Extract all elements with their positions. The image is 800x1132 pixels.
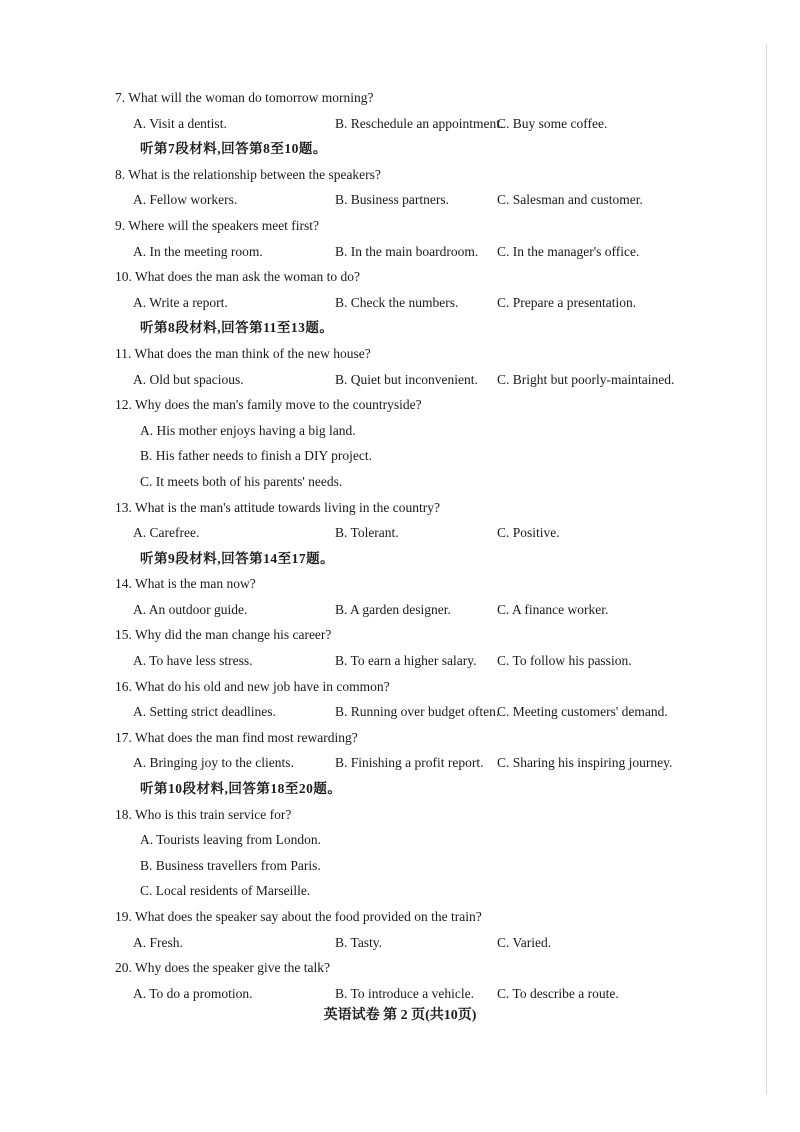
options-row — [0, 648, 800, 674]
option-b: B. Tasty. — [335, 934, 383, 950]
option-text: B. Business travellers from Paris. — [140, 857, 321, 873]
section-instruction — [0, 776, 800, 802]
question-stem — [0, 955, 800, 981]
option-text: C. It meets both of his parents' needs. — [140, 473, 343, 489]
question-list — [0, 85, 800, 1006]
option-b: B. Business partners. — [335, 192, 449, 208]
option-c: C. Sharing his inspiring journey. — [497, 755, 673, 771]
option-a: A. To have less stress. — [133, 653, 253, 669]
option-line — [0, 443, 800, 469]
question-text: 14. What is the man now? — [115, 576, 256, 592]
question-text: 20. Why does the speaker give the talk? — [115, 960, 330, 976]
option-c: C. Salesman and customer. — [497, 192, 643, 208]
question-stem — [0, 571, 800, 597]
option-line — [0, 827, 800, 853]
section-text: 听第10段材料,回答第18至20题。 — [140, 781, 342, 797]
option-c: C. In the manager's office. — [497, 243, 640, 259]
option-c: C. Prepare a presentation. — [497, 294, 637, 310]
question-text: 13. What is the man's attitude towards living in the country? — [115, 499, 440, 515]
question-stem — [0, 341, 800, 367]
option-a: A. Fresh. — [133, 934, 183, 950]
option-line — [0, 418, 800, 444]
question-stem — [0, 725, 800, 751]
option-b: B. To earn a higher salary. — [335, 653, 477, 669]
option-c: C. A finance worker. — [497, 601, 609, 617]
options-row — [0, 699, 800, 725]
question-stem — [0, 904, 800, 930]
page-footer: 英语试卷 第 2 页(共10页) — [323, 1008, 477, 1023]
option-a: A. Write a report. — [133, 294, 228, 310]
options-row — [0, 290, 800, 316]
options-row — [0, 930, 800, 956]
options-row — [0, 597, 800, 623]
question-text: 18. Who is this train service for? — [115, 806, 292, 822]
question-stem — [0, 162, 800, 188]
option-c: C. Varied. — [497, 934, 552, 950]
option-a: A. Carefree. — [133, 525, 200, 541]
question-text: 15. Why did the man change his career? — [115, 627, 332, 643]
option-text: A. His mother enjoys having a big land. — [140, 422, 356, 438]
section-instruction — [0, 315, 800, 341]
question-stem — [0, 213, 800, 239]
option-a: A. Bringing joy to the clients. — [133, 755, 294, 771]
option-b: B. A garden designer. — [335, 601, 451, 617]
question-text: 19. What does the speaker say about the food provided on the train? — [115, 909, 482, 924]
section-instruction — [0, 546, 800, 572]
question-text: 10. What does the man ask the woman to do? — [115, 269, 360, 285]
option-line — [0, 469, 800, 495]
options-row — [0, 111, 800, 137]
question-text: 9. Where will the speakers meet first? — [115, 217, 320, 233]
option-b: B. Check the numbers. — [335, 294, 459, 310]
option-b: B. Finishing a profit report. — [335, 755, 484, 771]
option-b: B. Quiet but inconvenient. — [335, 371, 478, 387]
options-row — [0, 187, 800, 213]
question-text: 8. What is the relationship between the speakers? — [115, 166, 381, 182]
option-c: C. Buy some coffee. — [497, 115, 608, 131]
options-row — [0, 750, 800, 776]
section-text: 听第8段材料,回答第11至13题。 — [140, 320, 334, 336]
option-line — [0, 878, 800, 904]
options-row — [0, 367, 800, 393]
option-a: A. An outdoor guide. — [133, 601, 248, 617]
option-c: C. Bright but poorly-maintained. — [497, 371, 675, 387]
option-a: A. Visit a dentist. — [133, 115, 227, 131]
option-c: C. Meeting customers' demand. — [497, 704, 668, 720]
option-b: B. Reschedule an appointment. — [335, 115, 504, 131]
question-text: 16. What do his old and new job have in common? — [115, 678, 390, 694]
section-instruction — [0, 136, 800, 162]
option-b: B. Tolerant. — [335, 525, 399, 541]
section-text: 听第7段材料,回答第8至10题。 — [140, 141, 327, 157]
options-row — [0, 981, 800, 1007]
option-c: C. To follow his passion. — [497, 653, 632, 669]
option-b: B. In the main boardroom. — [335, 243, 479, 259]
question-stem — [0, 674, 800, 700]
question-stem — [0, 392, 800, 418]
option-a: A. To do a promotion. — [133, 985, 253, 1001]
option-line — [0, 853, 800, 879]
question-text: 17. What does the man find most rewarding? — [115, 729, 358, 745]
question-stem — [0, 622, 800, 648]
option-a: A. Fellow workers. — [133, 192, 238, 208]
question-text: 12. Why does the man's family move to the countryside? — [115, 397, 422, 413]
question-text: 7. What will the woman do tomorrow morning? — [115, 90, 374, 105]
question-stem — [0, 495, 800, 521]
question-stem — [0, 264, 800, 290]
option-c: C. Positive. — [497, 525, 560, 541]
option-text: A. Tourists leaving from London. — [140, 832, 322, 848]
option-c: C. To describe a route. — [497, 985, 619, 1001]
option-b: B. Running over budget often. — [335, 704, 500, 720]
section-text: 听第9段材料,回答第14至17题。 — [140, 550, 335, 566]
question-stem — [0, 85, 800, 111]
option-a: A. Setting strict deadlines. — [133, 704, 276, 720]
question-stem — [0, 802, 800, 828]
option-a: A. In the meeting room. — [133, 243, 263, 259]
option-text: B. His father needs to finish a DIY project. — [140, 448, 372, 464]
option-a: A. Old but spacious. — [133, 371, 244, 387]
question-text: 11. What does the man think of the new house? — [115, 345, 371, 361]
options-row — [0, 239, 800, 265]
option-text: C. Local residents of Marseille. — [140, 883, 311, 899]
option-b: B. To introduce a vehicle. — [335, 985, 475, 1001]
options-row — [0, 520, 800, 546]
